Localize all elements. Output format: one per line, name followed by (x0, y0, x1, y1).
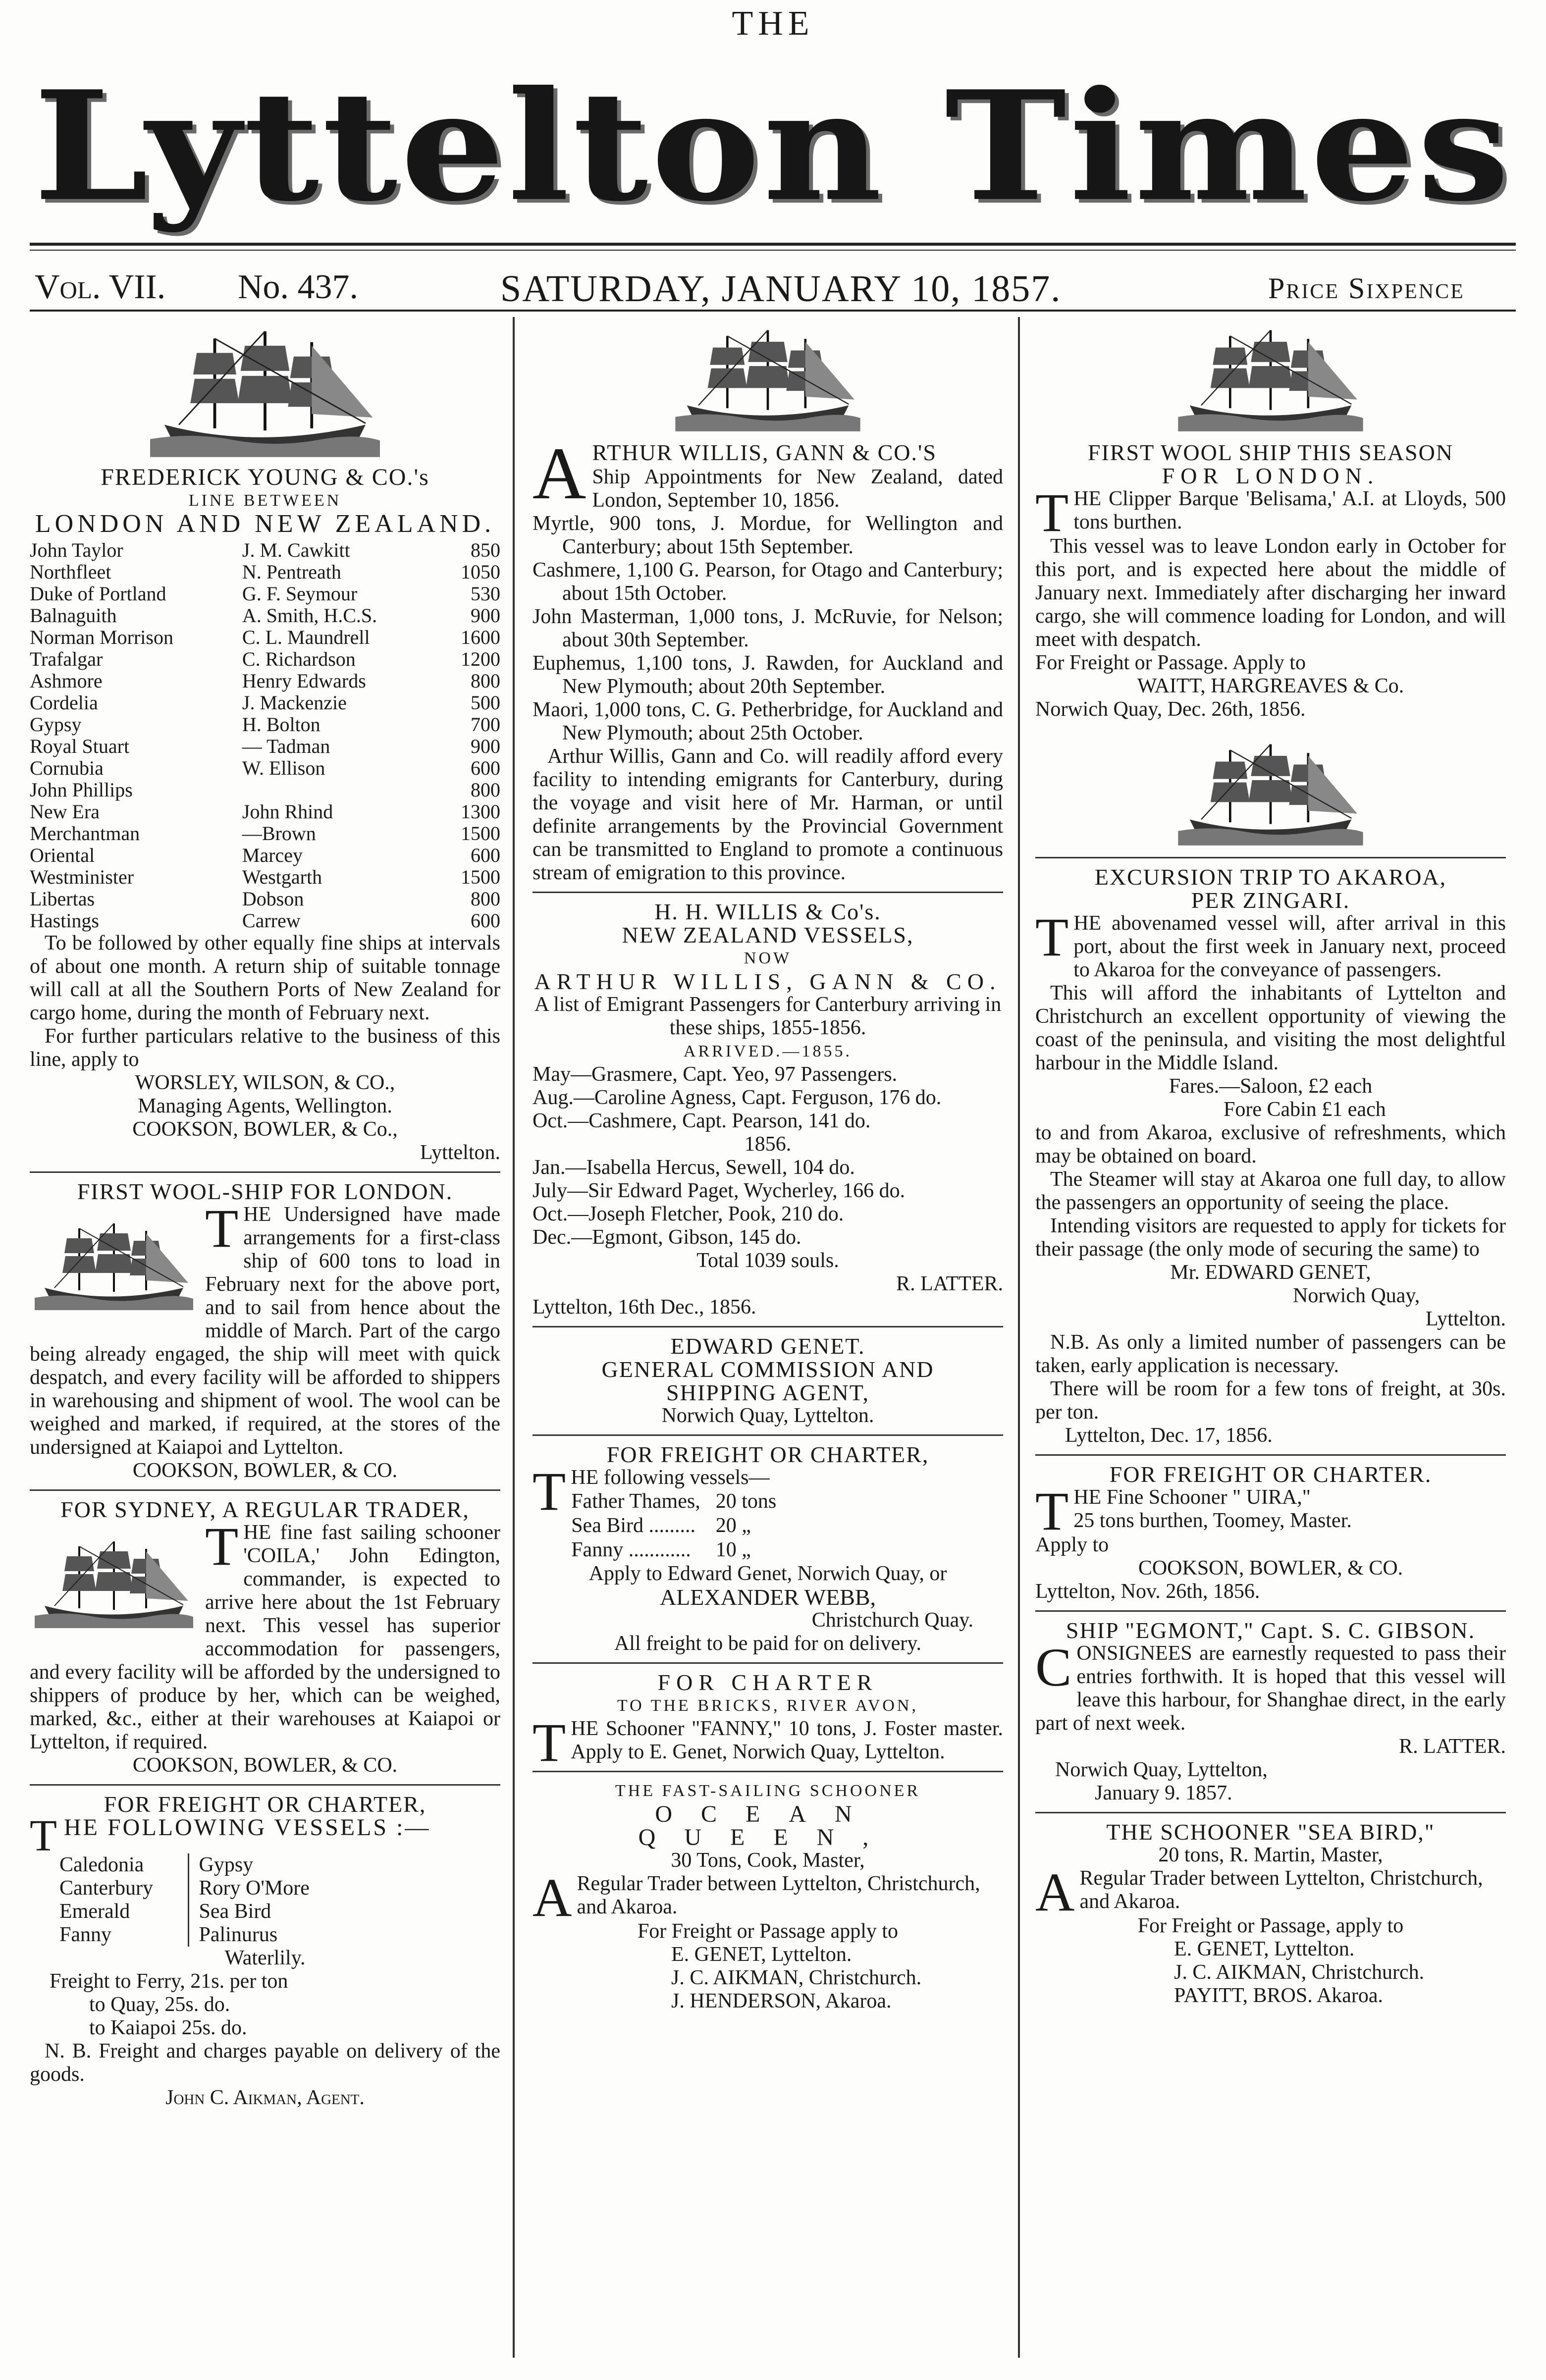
ship-tons: 530 (471, 582, 500, 605)
ship-name: Libertas (30, 888, 95, 910)
ad-subheading: ARRIVED.—1855. (683, 1042, 853, 1060)
ad-heading: ARTHUR WILLIS, GANN & CO. (534, 969, 1002, 994)
ad-body (533, 1712, 1003, 1773)
issue-number: No. 437. (238, 268, 359, 306)
ship-name: Norman Morrison (30, 626, 173, 648)
total: Total 1039 souls. (696, 1249, 839, 1272)
list-item: Oct.—Joseph Fletcher, Pook, 210 do. (533, 1203, 844, 1225)
ad-lead (1035, 1481, 1506, 1541)
list-item: May—Grasmere, Capt. Yeo, 97 Passengers. (533, 1063, 898, 1086)
ad-heading: FOR FREIGHT OR CHARTER, (104, 1792, 426, 1817)
vessel-column (59, 1853, 189, 1947)
agent-name: COOKSON, BOWLER, & Co., (132, 1118, 398, 1141)
ship-name: Balnaguith (30, 604, 117, 627)
list-item: Emerald (59, 1900, 130, 1923)
divider (533, 1771, 1003, 1772)
drop-cap: T (1035, 907, 1069, 967)
ad-sea-bird (1035, 1820, 1506, 2008)
ship-illustration (131, 317, 399, 461)
divider (533, 1434, 1003, 1436)
divider (533, 1662, 1003, 1664)
ad-text: Regular Trader between Lyttelton, Christchurch, and Akaroa. (577, 1872, 980, 1918)
ship-master: C. Richardson (242, 648, 356, 670)
agent-name: WAITT, HARGREAVES & Co. (1137, 675, 1404, 697)
ad-arthur-willis (533, 317, 1003, 885)
agent-location: Christchurch Quay. (811, 1609, 973, 1632)
table-row (30, 605, 500, 627)
ship-name: John Taylor (30, 539, 123, 561)
ship-name: Cornubia (30, 757, 104, 779)
list-item: Sea Bird (199, 1900, 271, 1923)
table-row (571, 1489, 777, 1514)
ship-name: Gypsy (30, 713, 82, 736)
ad-freight-charter-2 (533, 1443, 1003, 1655)
ship-tons: 1200 (461, 648, 500, 670)
ship-illustration (1167, 731, 1375, 850)
ship-master: J. Mackenzie (242, 691, 347, 714)
ad-subheading: THE FAST-SAILING SCHOONER (615, 1782, 921, 1800)
ship-tons: 1050 (461, 561, 500, 583)
ad-uira (1035, 1463, 1506, 1603)
vessel-tons: 20 tons (715, 1490, 777, 1513)
ship-illustration (30, 1206, 198, 1330)
column-divider-2 (1018, 317, 1020, 2358)
ad-text: HE abovenamed vessel will, after arrival in this port, about the first week in January next, proceed to Akaroa for the conveyance of passengers. (1073, 912, 1506, 981)
table-row (571, 1514, 777, 1538)
ad-heading: NEW ZEALAND VESSELS, (622, 922, 914, 948)
vessel-column (189, 1853, 318, 1947)
ship-name: Oriental (30, 844, 95, 866)
ad-freight-charter (30, 1793, 500, 2110)
divider (1035, 857, 1506, 858)
ad-body: to and from Akaroa, exclusive of refreshments, which may be obtained on board. (1035, 1121, 1506, 1167)
ad-willis-vessels (533, 900, 1003, 1319)
ad-subheading: LINE BETWEEN (188, 491, 342, 510)
divider (533, 1326, 1003, 1327)
ship-name: John Phillips (30, 779, 133, 801)
issue-date: SATURDAY, JANUARY 10, 1857. (500, 268, 1062, 310)
drop-cap: T (533, 1461, 566, 1522)
ship-tons: 800 (471, 779, 500, 801)
ad-text: HE Schooner "FANNY," 10 tons, J. Foster master. Apply to E. Genet, Norwich Quay, Lyttelton. (571, 1717, 1003, 1763)
fleet-table (30, 539, 500, 932)
table-row (30, 648, 500, 670)
ship-name: Trafalgar (30, 648, 103, 670)
ad-note: N.B. As only a limited number of passengers can be taken, early application is necessary. (1035, 1331, 1506, 1377)
vessel-name: Fanny ............ (571, 1538, 691, 1561)
list-item: Canterbury (59, 1877, 153, 1900)
ship-tons: 800 (471, 670, 500, 692)
ad-body (1035, 1862, 1506, 1922)
agent-name: PAYITT, BROS. Akaroa. (1174, 1984, 1383, 2007)
column-divider-1 (513, 317, 515, 2358)
list-item: Dec.—Egmont, Gibson, 145 do. (533, 1226, 801, 1249)
list-item: Maori, 1,000 tons, C. G. Petherbridge, for Auckland and New Plymouth; about 25th October. (533, 698, 1003, 744)
divider (1035, 1610, 1506, 1612)
masthead-title: Lyttelton Times (33, 57, 1513, 235)
ad-heading: FOR FREIGHT OR CHARTER. (1109, 1462, 1432, 1487)
ad-text: RTHUR WILLIS, GANN & CO.'S (592, 440, 937, 465)
list-item: Palinurus (199, 1923, 278, 1946)
year-label: 1856. (744, 1133, 792, 1156)
table-row (30, 866, 500, 888)
ad-text: HE Clipper Barque 'Belisama,' A.I. at Lloyds, 500 tons burthen. (1073, 487, 1506, 533)
ad-intro: A list of Emigrant Passengers for Canterbury arriving in these ships, 1855-1856. (534, 993, 1002, 1039)
volume-number: Vol. VII. (35, 268, 166, 306)
ship-master (242, 779, 442, 801)
ad-note: N. B. Freight and charges payable on delivery of the goods. (30, 2040, 500, 2086)
agent-name: Mr. EDWARD GENET, (1170, 1261, 1371, 1284)
ad-signature: John C. Aikman, Agent. (165, 2086, 365, 2109)
ad-signature: COOKSON, BOWLER, & CO. (132, 1754, 398, 1777)
divider (30, 1784, 500, 1786)
ad-text: ONSIGNEES are earnestly requested to pass their entries forthwith. It is hoped that this vessel will leave this harbour, for Shanghae direct, in the early part of next week. (1035, 1642, 1506, 1735)
ship-illustration (664, 317, 872, 436)
ship-master: — Tadman (242, 735, 330, 757)
table-row (30, 888, 500, 910)
ad-heading: EXCURSION TRIP TO AKAROA, (1094, 864, 1447, 890)
ship-name: Cordelia (30, 691, 98, 714)
ship-name: New Era (30, 800, 100, 823)
ad-apply: For Freight or Passage. Apply to (1035, 651, 1306, 674)
table-row (30, 779, 500, 801)
ship-tons: 600 (471, 844, 500, 866)
ad-note: All freight to be paid for on delivery. (614, 1632, 922, 1655)
ad-text: HE FOLLOWING VESSELS :— (63, 1814, 431, 1841)
list-item: Myrtle, 900 tons, J. Mordue, for Wellington and Canterbury; about 15th September. (533, 512, 1003, 558)
ad-subheading: TO THE BRICKS, RIVER AVON, (617, 1696, 918, 1715)
list-item: Euphemus, 1,100 tons, J. Rawden, for Auckland and New Plymouth; about 20th September. (533, 652, 1003, 698)
ad-body (533, 1867, 1003, 1928)
masthead-the: THE (732, 4, 814, 43)
table-row (30, 627, 500, 648)
ad-text: Regular Trader between Lyttelton, Christchurch, and Akaroa. (1079, 1867, 1483, 1913)
ad-heading: SHIP "EGMONT," Capt. S. C. GIBSON. (1066, 1618, 1476, 1643)
ad-heading: FIRST WOOL-SHIP FOR LONDON. (77, 1179, 453, 1204)
divider (30, 1171, 500, 1173)
drop-cap: T (205, 1516, 239, 1577)
ship-name: Merchantman (30, 822, 140, 845)
ship-tons: 600 (471, 909, 500, 932)
freight-rate: to Kaiapoi 25s. do. (89, 2016, 247, 2039)
ad-text: HE fine fast sailing schooner 'COILA,' John Edington, commander, is expected to arrive here about the 1st February next. This vessel has superior accommodation for passengers, and every facility will be afforded by the undersigned to shippers of produce by her, which can be weighed, marked, &c., either at their warehouses at Kaiapoi or Lyttelton, if required. (30, 1521, 500, 1753)
ship-master: Henry Edwards (242, 670, 366, 692)
ad-heading: FIRST WOOL SHIP THIS SEASON (1087, 440, 1454, 465)
ship-master: H. Bolton (242, 713, 320, 736)
ship-name: Ashmore (30, 670, 103, 692)
table-row (30, 692, 500, 714)
ad-subheading: 20 tons, R. Martin, Master, (1158, 1844, 1383, 1866)
ship-tons: 900 (471, 735, 500, 757)
list-item: Jan.—Isabella Hercus, Sewell, 104 do. (533, 1156, 855, 1179)
ship-master: J. M. Cawkitt (242, 539, 350, 561)
agent-name: J. HENDERSON, Akaroa. (671, 1990, 892, 2012)
agent-location: Lyttelton. (1425, 1308, 1506, 1330)
ad-body: This vessel was to leave London early in October for this port, and is expected here about the middle of January next. Immediately after discharging her inward cargo, she will commence loading for London, and will meet with despatch. (1035, 535, 1506, 651)
list-item: Gypsy (199, 1853, 254, 1876)
ad-for-charter (533, 1670, 1003, 1773)
masthead-rule-thin (30, 250, 1516, 251)
ad-first-wool-ship (30, 1180, 500, 1482)
vessel-name: Father Thames, (571, 1490, 700, 1513)
ad-edward-genet (533, 1334, 1003, 1428)
ad-sydney-trader (30, 1498, 500, 1777)
ship-tons: 850 (471, 539, 500, 561)
ad-heading: GENERAL COMMISSION AND (601, 1357, 934, 1382)
ad-heading: OCEAN QUEEN, (638, 1801, 898, 1851)
ad-body: The Steamer will stay at Akaroa one full day, to allow the passengers an opportunity of seeing the place. (1035, 1168, 1506, 1214)
ad-heading: H. H. WILLIS & Co's. (654, 899, 881, 924)
ship-tons: 900 (471, 604, 500, 627)
ad-date: Lyttelton, 16th Dec., 1856. (533, 1296, 756, 1319)
drop-cap: T (1035, 1481, 1069, 1541)
table-row (30, 539, 500, 561)
ad-text: 25 tons burthen, Toomey, Master. (1073, 1509, 1352, 1532)
fares: Fares.—Saloon, £2 each (1169, 1075, 1373, 1098)
freight-rate: Freight to Ferry, 21s. per ton (50, 1970, 288, 1993)
ship-master: —Brown (242, 822, 316, 845)
vessel-tons: 10 „ (715, 1538, 751, 1561)
divider (1035, 1454, 1506, 1456)
vessel-name: Sea Bird ......... (571, 1514, 696, 1537)
ship-illustration (1167, 317, 1375, 436)
ship-tons: 1300 (461, 800, 500, 823)
ad-date: Norwich Quay, Lyttelton, (1055, 1758, 1268, 1781)
drop-cap: T (1035, 482, 1069, 543)
ship-name: Hastings (30, 909, 99, 932)
masthead-rule-top (30, 243, 1516, 246)
table-row (30, 845, 500, 866)
ship-name: Royal Stuart (30, 735, 130, 757)
ad-body: Arthur Willis, Gann and Co. will readily afford every facility to intending emigrants for Canterbury, during the voyage and visit here of Mr. Harman, or until definite arrangements by the Provincial Government can be transmitted to England to promote a continuous stream of emigration to this province. (533, 745, 1003, 884)
ship-master: John Rhind (242, 800, 333, 823)
ship-tons: 800 (471, 888, 500, 910)
ship-master: W. Ellison (242, 757, 325, 779)
drop-cap: T (30, 1811, 59, 1860)
agent-name: J. C. AIKMAN, Christchurch. (1174, 1961, 1425, 1984)
ad-subheading: NOW (744, 949, 792, 967)
ad-lead (1035, 482, 1506, 543)
column-2 (533, 317, 1003, 2013)
agent-name: E. GENET, Lyttelton. (1174, 1938, 1355, 1960)
ad-apply: For Freight or Passage apply to (637, 1920, 899, 1943)
table-row (30, 757, 500, 779)
ship-master: N. Pentreath (242, 561, 341, 583)
fares: Fore Cabin £1 each (1224, 1098, 1386, 1121)
ship-tons: 600 (471, 757, 500, 779)
ad-lead (533, 432, 1003, 515)
ad-heading: FOR CHARTER (657, 1670, 878, 1695)
table-row (30, 670, 500, 692)
drop-cap: A (533, 432, 586, 515)
column-1 (30, 317, 500, 2110)
ad-apply: For Freight or Passage, apply to (1137, 1914, 1404, 1937)
list-item: Oct.—Cashmere, Capt. Pearson, 141 do. (533, 1110, 871, 1132)
ad-date: Norwich Quay, Dec. 26th, 1856. (1035, 698, 1306, 721)
dateline (30, 258, 1516, 310)
ship-master: A. Smith, H.C.S. (242, 604, 377, 627)
ad-body: To be followed by other equally fine ships at intervals of about one month. A return ship of suitable tonnage will call at all the Southern Ports of New Zealand for cargo home, during the month of February next. (30, 932, 500, 1024)
ad-heading: FOR LONDON. (1162, 463, 1380, 488)
drop-cap: T (533, 1712, 566, 1773)
agent-name: E. GENET, Lyttelton. (671, 1943, 852, 1966)
ad-apply: Apply to Edward Genet, Norwich Quay, or (588, 1562, 947, 1585)
ad-heading: EDWARD GENET. (670, 1333, 865, 1359)
column-3 (1035, 317, 1506, 2008)
table-row (30, 714, 500, 736)
ship-master: Dobson (242, 888, 304, 910)
list-item: Cashmere, 1,100 G. Pearson, for Otago and Canterbury; about 15th October. (533, 559, 1003, 605)
ad-body: This will afford the inhabitants of Lyttelton and Christchurch an excellent opportunity of viewing the coast of the peninsula, and visiting the most delightful harbour in the Middle Island. (1035, 982, 1506, 1074)
agent-location: Lyttelton. (420, 1141, 500, 1164)
list-item: Fanny (59, 1923, 111, 1946)
ad-egmont (1035, 1619, 1506, 1805)
dateline-rule (30, 310, 1516, 312)
ad-apply: Apply to (1035, 1534, 1109, 1556)
table-row (571, 1538, 777, 1562)
divider (533, 892, 1003, 893)
ad-tonnage: 30 Tons, Cook, Master, (671, 1849, 865, 1872)
ad-text: HE following vessels— (571, 1466, 770, 1489)
drop-cap: C (1035, 1637, 1072, 1697)
ad-body: For further particulars relative to the business of this line, apply to (30, 1025, 500, 1071)
ad-body: Intending visitors are requested to apply for tickets for their passage (the only mode of securing the same) to (1035, 1215, 1506, 1261)
table-row (30, 736, 500, 757)
ship-tons: 700 (471, 713, 500, 736)
ad-date: January 9. 1857. (1095, 1782, 1232, 1804)
table-row (30, 910, 500, 932)
ad-heading: PER ZINGARI. (1191, 888, 1350, 913)
ship-master: Westgarth (242, 866, 322, 888)
ship-tons: 1600 (461, 626, 500, 648)
ad-signature: COOKSON, BOWLER, & CO. (132, 1459, 398, 1482)
ad-body (1035, 907, 1506, 982)
ad-excursion-akaroa (1035, 865, 1506, 1447)
ad-ocean-queen (533, 1779, 1003, 2013)
ad-belisama (1035, 317, 1506, 850)
agent-name: WORSLEY, WILSON, & CO., (135, 1071, 395, 1094)
list-item: July—Sir Edward Paget, Wycherley, 166 do. (533, 1179, 906, 1202)
issue-price: Price Sixpence (1268, 272, 1465, 305)
ad-lead (30, 1811, 500, 1860)
agent-name: ALEXANDER WEBB, (659, 1585, 876, 1610)
ad-frederick-young (30, 317, 500, 1164)
ad-heading: FOR SYDNEY, A REGULAR TRADER, (60, 1497, 470, 1522)
ad-heading: SHIPPING AGENT, (666, 1380, 869, 1405)
list-item: Caledonia (59, 1853, 144, 1876)
ship-master: Marcey (242, 844, 303, 866)
agent-location: Norwich Quay, (1293, 1284, 1420, 1307)
ad-text: HE Undersigned have made arrangements for a first-class ship of 600 tons to load in February next for the above port, and to sail from hence about the middle of March. Part of the cargo being already engaged, the ship will meet with quick despatch, and every facility will be afforded to shippers in warehousing and shipment of wool. The wool can be weighed and marked, if required, at the stores of the undersigned at Kaiapoi and Lyttelton. (30, 1203, 500, 1459)
ad-text: Ship Appointments for New Zealand, dated London, September 10, 1856. (592, 466, 1003, 512)
ship-master: Carrew (242, 909, 301, 932)
vessel-tons: 20 „ (715, 1514, 751, 1537)
ship-master: C. L. Maundrell (242, 626, 370, 648)
drop-cap: A (1035, 1862, 1075, 1922)
ship-name: Westminister (30, 866, 134, 888)
table-row (30, 823, 500, 845)
agent-name: COOKSON, BOWLER, & CO. (1138, 1557, 1403, 1580)
vessel-table (571, 1489, 777, 1562)
table-row (30, 801, 500, 823)
ad-date: Lyttelton, Nov. 26th, 1856. (1035, 1580, 1260, 1603)
freight-rate: to Quay, 25s. do. (89, 1993, 230, 2016)
ad-body: There will be room for a few tons of freight, at 30s. per ton. (1035, 1377, 1506, 1424)
divider (30, 1489, 500, 1491)
list-item: Waterlily. (224, 1947, 306, 1969)
ad-heading: THE SCHOONER "SEA BIRD," (1106, 1819, 1435, 1845)
agent-location: Managing Agents, Wellington. (138, 1095, 392, 1117)
ad-text: HE Fine Schooner " UIRA," (1073, 1486, 1311, 1509)
ship-tons: 1500 (461, 822, 500, 845)
ad-route: LONDON AND NEW ZEALAND. (35, 510, 495, 538)
list-item: Rory O'More (199, 1877, 310, 1900)
ad-signature: R. LATTER. (896, 1272, 1003, 1295)
ship-illustration (30, 1524, 198, 1648)
ship-tons: 1500 (461, 866, 500, 888)
ad-body (1035, 1637, 1506, 1735)
ad-address: Norwich Quay, Lyttelton. (661, 1404, 874, 1427)
ship-name: Duke of Portland (30, 582, 166, 605)
ship-name: Northfleet (30, 561, 111, 583)
divider (1035, 1812, 1506, 1813)
ad-heading: FREDERICK YOUNG & CO.'s (101, 464, 429, 490)
drop-cap: A (533, 1867, 572, 1928)
ad-heading: FOR FREIGHT OR CHARTER, (606, 1442, 929, 1467)
drop-cap: T (205, 1198, 239, 1259)
list-item: Aug.—Caroline Agness, Capt. Ferguson, 176 do. (533, 1086, 942, 1109)
table-row (30, 583, 500, 605)
table-row (30, 561, 500, 583)
agent-name: J. C. AIKMAN, Christchurch. (671, 1966, 922, 1989)
list-item: John Masterman, 1,000 tons, J. McRuvie, for Nelson; about 30th September. (533, 605, 1003, 651)
ship-master: G. F. Seymour (242, 582, 358, 605)
ship-tons: 500 (471, 691, 500, 714)
ad-signature: R. LATTER. (1399, 1735, 1506, 1758)
ad-date: Lyttelton, Dec. 17, 1856. (1065, 1424, 1273, 1447)
vessel-list (59, 1853, 317, 1947)
